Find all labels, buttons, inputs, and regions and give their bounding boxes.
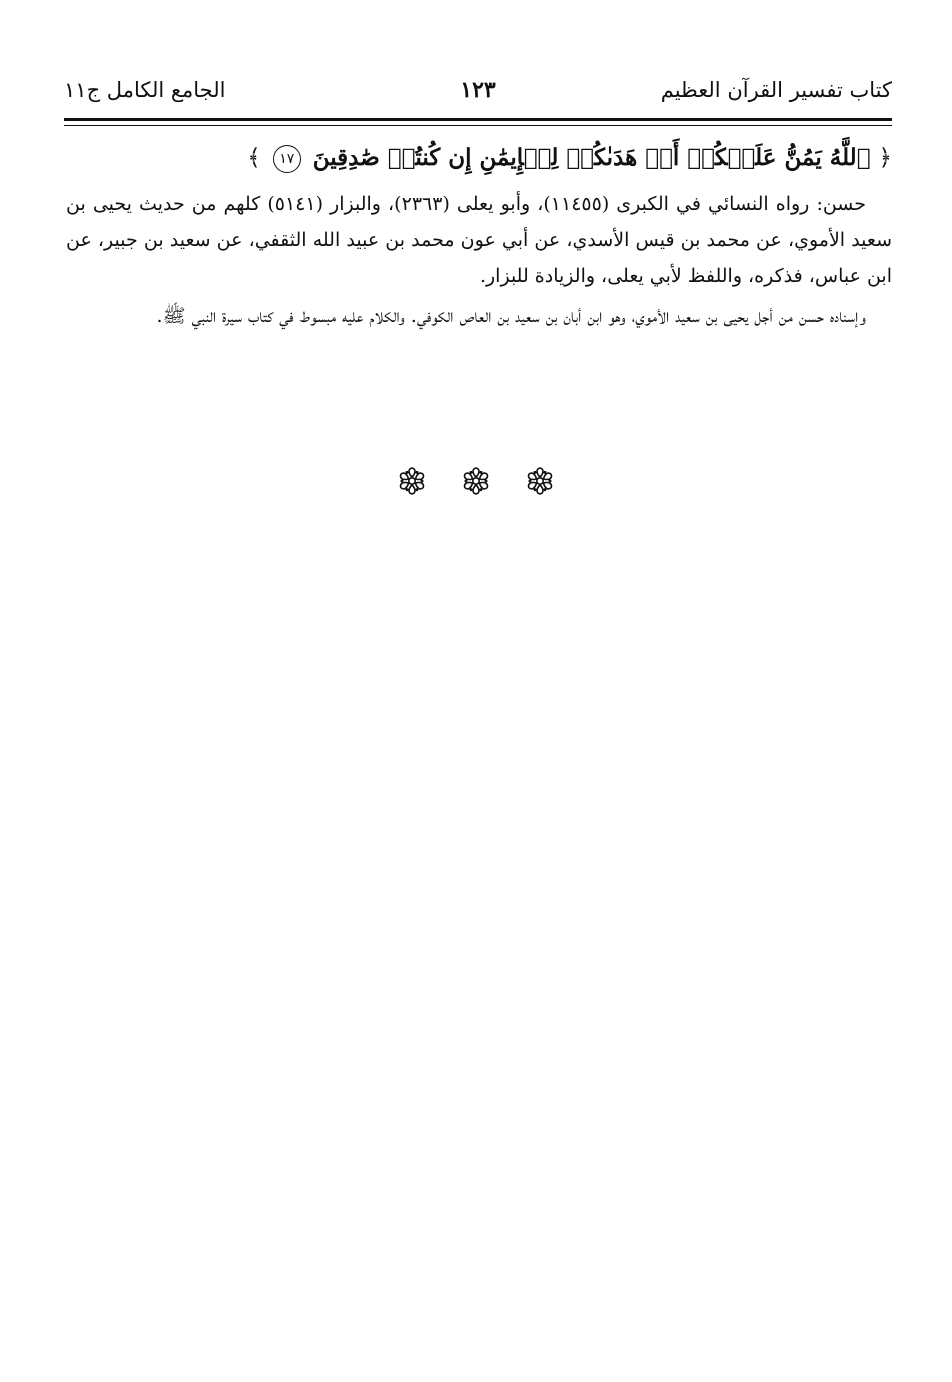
floral-ornament-icon <box>397 466 427 496</box>
book-title: كتاب تفسير القرآن العظيم <box>660 78 892 102</box>
header-rule-thin <box>64 125 892 126</box>
page-content <box>66 136 892 334</box>
ayah-number-marker: ١٧ <box>273 145 301 173</box>
floral-ornament-icon <box>461 466 491 496</box>
floral-ornament-icon <box>525 466 555 496</box>
volume-label: الجامع الكامل ج١١ <box>64 78 226 102</box>
commentary-paragraph: حسن: رواه النسائي في الكبرى (١١٤٥٥)، وأبو يعلى (٢٣٦٣)، والبزار (٥١٤١) كلهم من حديث يحيى بن سعيد الأموي، عن محمد بن قيس الأسدي، عن أبي عون محمد بن عبيد الله الثقفي، عن سعيد بن جبير، عن ابن عباس، فذكره، واللفظ لأبي يعلى، والزيادة للبزار. <box>66 193 892 287</box>
running-header <box>64 70 892 110</box>
verse-text: ٱللَّهُ يَمُنُّ عَلَيۡكُمۡ أَنۡ هَدَىٰكُمۡ لِلۡإِيمَٰنِ إِن كُنتُمۡ صَٰدِقِينَ <box>312 144 871 171</box>
verse-open-brace: ﴿ <box>878 145 892 171</box>
section-end-ornaments <box>0 466 952 496</box>
quran-verse <box>66 136 892 180</box>
verse-close-brace: ﴾ <box>247 145 261 171</box>
page-number: ١٢٣ <box>460 77 496 103</box>
header-rule-thick <box>64 118 892 121</box>
commentary-paragraph: وإسناده حسن من أجل يحيى بن سعيد الأموي، وهو ابن أبان بن سعيد بن العاص الكوفي. والكلام عليه مبسوط في كتاب سيرة النبي ﷺ. <box>156 305 866 327</box>
